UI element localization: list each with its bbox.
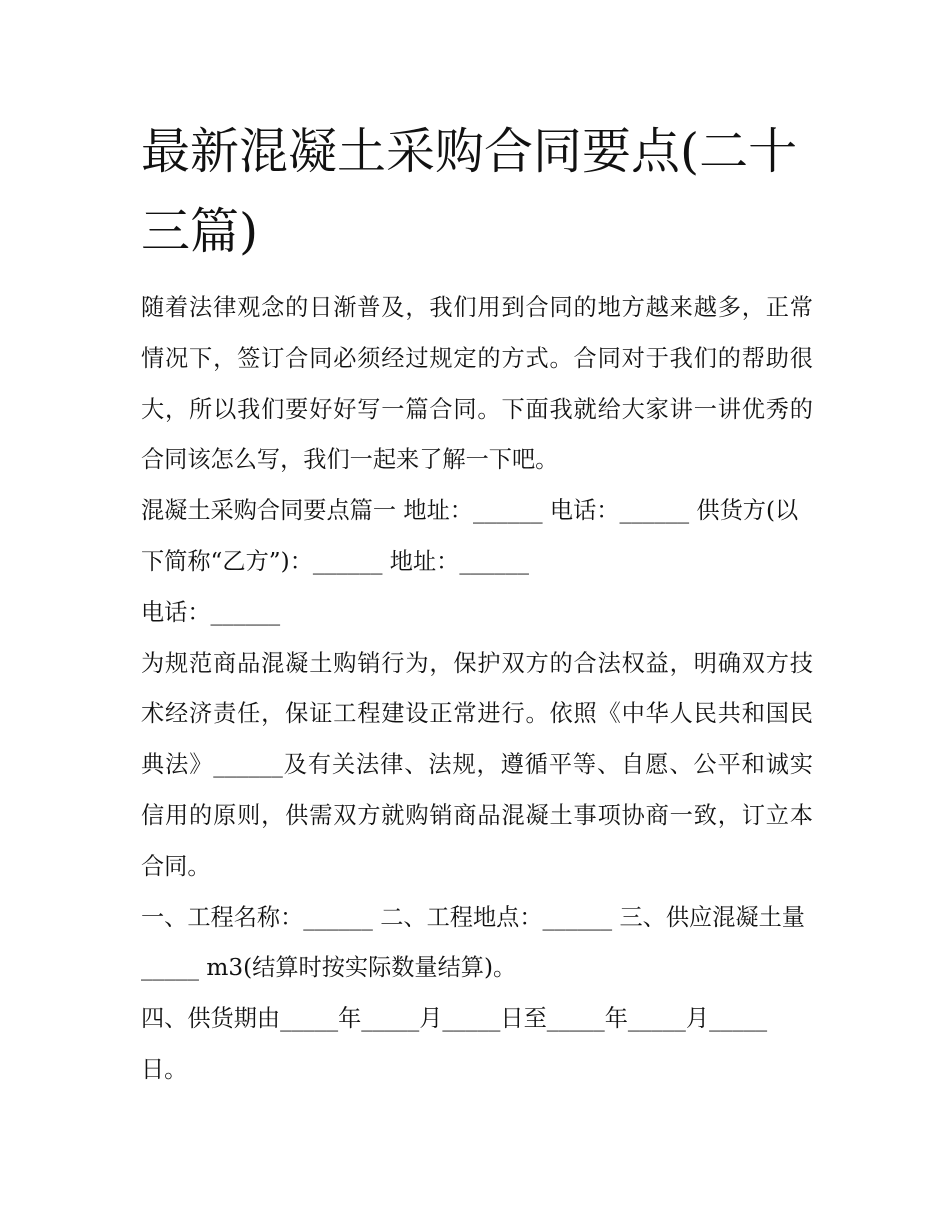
document-title: 最新混凝土采购合同要点(二十三篇) xyxy=(141,123,798,260)
purpose-paragraph: 为规范商品混凝土购销行为，保护双方的合法权益，明确双方技术经济责任，保证工程建设正常进行。依照《中华人民共和国民典法》______及有关法律、法规，遵循平等、自愿、公平和诚实信用的原则，供需双方就购销商品混凝土事项协商一致，订立本合同。 xyxy=(141,649,813,880)
party-info-paragraph: 混凝土采购合同要点篇一 地址：______ 电话：______ 供货方(以下简称“乙方”)：______ 地址：______ xyxy=(141,497,799,575)
document-page xyxy=(141,112,813,1096)
phone-line: 电话：______ xyxy=(141,598,281,626)
intro-paragraph: 随着法律观念的日渐普及，我们用到合同的地方越来越多，正常情况下，签订合同必须经过规定的方式。合同对于我们的帮助很大，所以我们要好好写一篇合同。下面我就给大家讲一讲优秀的合同该怎么写，我们一起来了解一下吧。 xyxy=(141,294,813,474)
supply-period-paragraph: 四、供货期由_____年_____月_____日至_____年_____月_____日。 xyxy=(141,1005,768,1083)
project-info-paragraph: 一、工程名称：______ 二、工程地点：______ 三、供应混凝土量_____ m3(结算时按实际数量结算)。 xyxy=(141,903,805,982)
